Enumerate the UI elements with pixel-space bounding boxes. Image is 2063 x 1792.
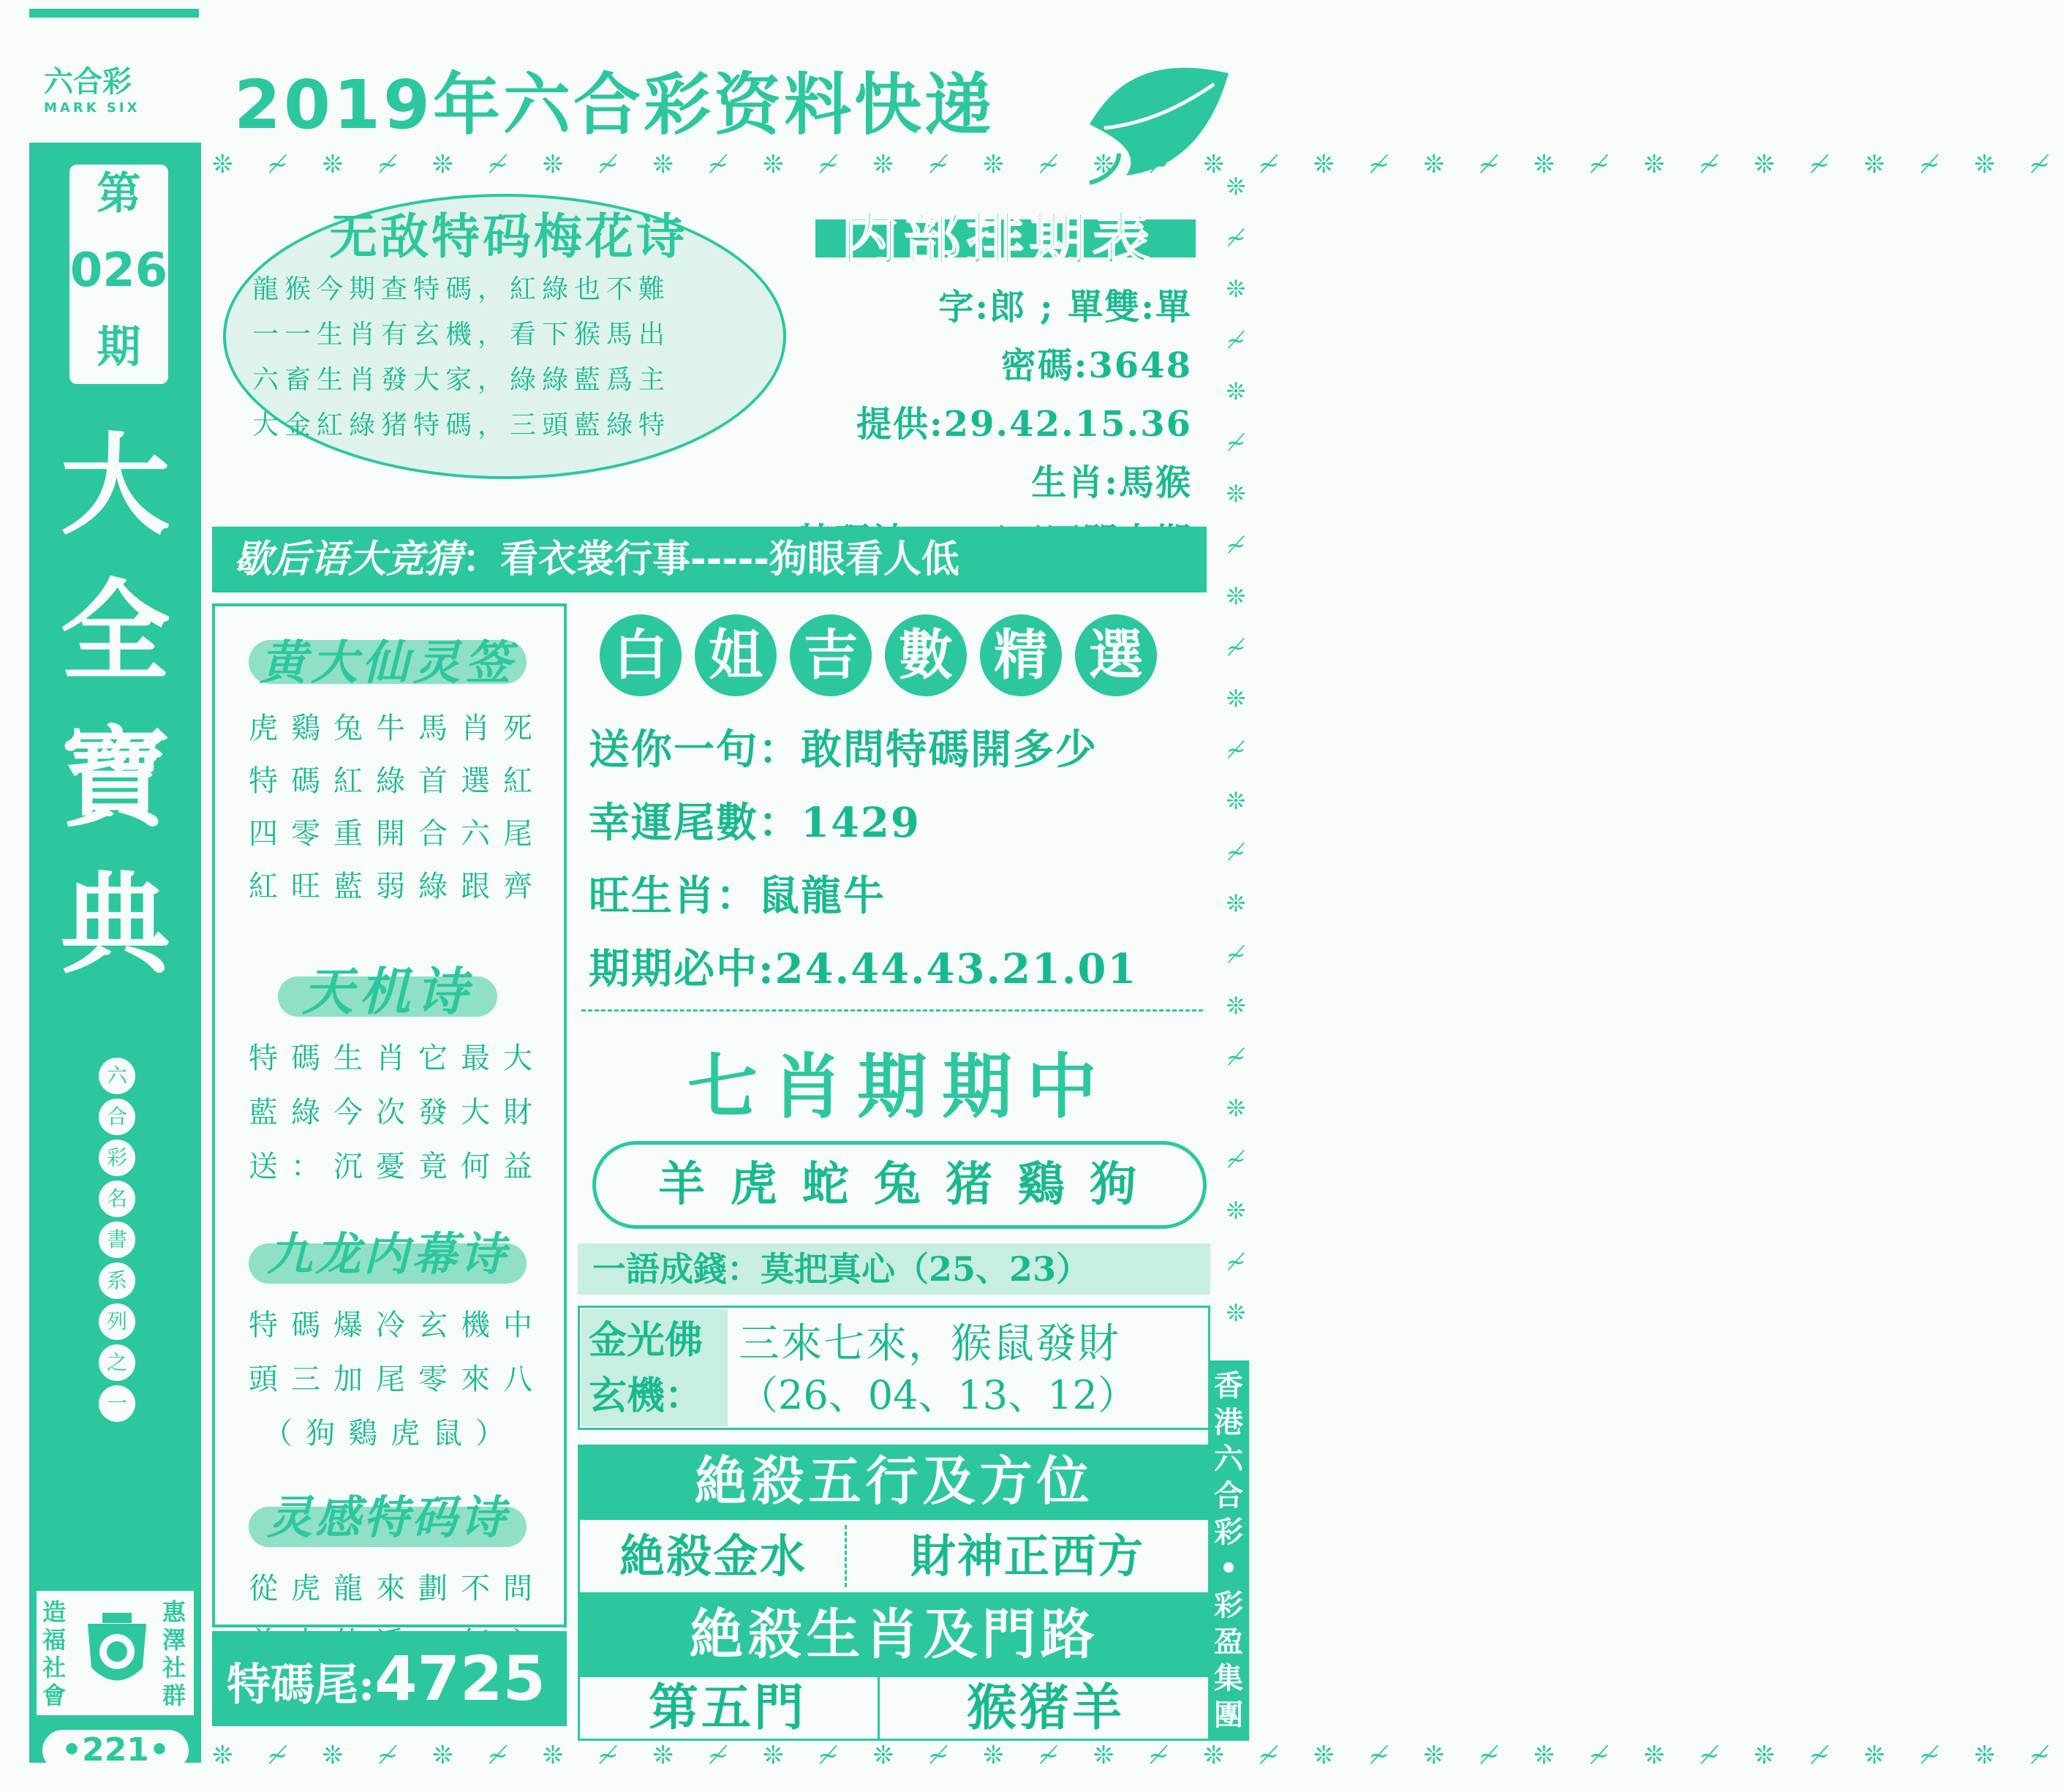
flower-border-bottom: ❊ ≁ ❊ ≁ ❊ ≁ ❊ ≁ ❊ ≁ ❊ ≁ ❊ ≁ ❊ ≁ ❊ ≁ ❊ ≁ ❊ ≁ ❊ ≁ ❊ ≁ ❊ ≁ ❊ ≁ ❊ ≁ ❊ ≁ (212, 1741, 2063, 1770)
poem-line: 特碼爆冷玄機中 (249, 1309, 546, 1342)
big-title-char: 全 (60, 569, 170, 696)
poem-line: 特碼紅綠首選紅 (249, 764, 546, 798)
schedule-line: 提供:29.42.15.36 (856, 404, 1192, 445)
divider (581, 1009, 1203, 1012)
plum-poem-line: 大金紅綠猪特碼，三頭藍綠特 (252, 410, 671, 440)
golden-buddha-line1: 三來七來，猴鼠發財 (739, 1320, 1120, 1368)
title-circle-char: 精 (980, 614, 1062, 696)
golden-buddha-label: 金光佛玄機： (589, 1318, 704, 1418)
top-bar (29, 9, 199, 18)
bai-jie-lines (589, 713, 1218, 1006)
logo-text: 六合彩 (44, 65, 132, 99)
big-title-char: 典 (60, 862, 170, 989)
flower-border-top: ❊ ≁ ❊ ≁ ❊ ≁ ❊ ≁ ❊ ≁ ❊ ≁ ❊ ≁ ❊ ≁ ❊ ≁ ❊ ≁ ❊ ≁ ❊ ≁ ❊ ≁ ❊ ≁ ❊ ≁ ❊ ≁ ❊ ≁ (212, 150, 2063, 179)
emblem-icon (77, 1609, 157, 1697)
poem-line: 藍綠今次發大財 (249, 1096, 546, 1129)
poem-lines (249, 1031, 556, 1194)
plum-poem-lines (252, 267, 764, 448)
schedule-title: 内部排期表 (841, 206, 1156, 273)
title-circle-char: 姐 (695, 614, 777, 696)
plum-poem-line: 一一生肖有玄機，看下猴馬出 (252, 320, 671, 350)
header-title: 2019年六合彩资料快递 (234, 66, 995, 144)
plum-poem-line: 龍猴今期查特碼，紅綠也不難 (252, 274, 671, 304)
big-title (29, 413, 201, 998)
org-left-text: 造福社會 (42, 1598, 67, 1709)
poem-line: 從虎龍來劃不問 (249, 1572, 546, 1605)
kill-zodiac-right: 猴猪羊 (966, 1679, 1125, 1737)
seven-zodiac-title: 七肖期期中 (687, 1046, 1112, 1128)
series-char: 六 (99, 1058, 135, 1094)
poem-title: 黄大仙灵签 (260, 636, 516, 690)
poem-line: 紅旺藍弱綠跟齊 (249, 870, 546, 903)
poem-line: 送：沉憂竟何益 (249, 1150, 546, 1183)
poem-title: 天机诗 (302, 961, 473, 1022)
kill-elements-right: 財神正西方 (910, 1529, 1144, 1583)
bai-jie-line: 幸運尾數：1429 (589, 799, 921, 847)
poem-line: 虎鷄兔牛馬肖死 (249, 712, 546, 745)
title-circle-char: 吉 (790, 614, 872, 696)
big-title-char: 寶 (60, 715, 170, 843)
series-char: 系 (99, 1262, 135, 1299)
riddle-label: 歇后语大竞猜 (234, 537, 463, 581)
poem-line: 頭三加尾零來八 (249, 1363, 546, 1396)
poem-line: （狗鷄虎鼠） (263, 1417, 518, 1450)
tail-number-value: 4725 (374, 1643, 546, 1714)
title-circle-char: 選 (1075, 614, 1157, 696)
series-char: 名 (99, 1181, 135, 1217)
kill-elements-divider (845, 1525, 847, 1587)
flower-border-right: ❊ ≁ ❊ ≁ ❊ ≁ ❊ ≁ ❊ ≁ ❊ ≁ ❊ ≁ ❊ ≁ ❊ ≁ ❊ ≁ ❊ ≁ ❊ (1226, 173, 1246, 1327)
side-vertical-text: 香港六合彩•彩盈集團 (1208, 1360, 1249, 1741)
bai-jie-line: 期期必中:24.44.43.21.01 (589, 945, 1138, 993)
tail-number-label: 特碼尾: (227, 1660, 375, 1711)
tail-number-box (212, 1631, 567, 1726)
poem-lines (249, 702, 556, 913)
bai-jie-line: 送你一句：敢問特碼開多少 (589, 726, 1098, 774)
schedule-line: 生肖:馬猴 (1031, 462, 1192, 503)
riddle-text: ：看衣裳行事-----狗眼看人低 (462, 538, 959, 581)
org-box (37, 1591, 194, 1715)
logo-sub: MARK SIX (44, 100, 140, 116)
org-right-text: 惠澤社群 (162, 1598, 186, 1709)
schedule-line: 密碼:3648 (1000, 345, 1192, 386)
poem-line: 四零重開合六尾 (249, 817, 546, 851)
kill-zodiac-divider (878, 1675, 880, 1741)
poem-line: 特碼生肖它最大 (249, 1042, 546, 1075)
title-circle-char: 白 (600, 614, 682, 696)
schedule-line: 字:郎 ; 單雙:單 (938, 287, 1192, 328)
plum-poem-line: 六畜生肖發大家，綠綠藍爲主 (252, 365, 671, 395)
issue-number: 026 (69, 244, 168, 298)
kill-elements-left: 絶殺金水 (619, 1529, 807, 1583)
series-char: 合 (99, 1099, 135, 1135)
mark-six-logo (44, 59, 190, 117)
bai-jie-line: 旺生肖：鼠龍牛 (589, 872, 886, 920)
big-title-char: 大 (60, 423, 170, 550)
kill-zodiac-left: 第五門 (648, 1679, 807, 1737)
issue-prefix: 第 (97, 168, 141, 219)
one-phrase-bar: 一語成錢：莫把真心（25、23） (578, 1243, 1210, 1295)
poem-lines (249, 1298, 556, 1461)
bai-jie-title (600, 614, 1214, 696)
poem-title: 灵感特码诗 (266, 1491, 508, 1544)
riddle-bar (212, 527, 1207, 592)
kill-elements-title: 絶殺五行及方位 (578, 1445, 1210, 1518)
series-char: 彩 (99, 1140, 135, 1176)
issue-box (69, 165, 168, 384)
series-char: 書 (99, 1221, 135, 1258)
series-char: 之 (99, 1344, 135, 1381)
plum-poem-title: 无敌特码梅花诗 (329, 208, 687, 265)
kill-zodiac-title: 絶殺生肖及門路 (578, 1595, 1210, 1675)
poem-title: 九龙内幕诗 (266, 1227, 508, 1281)
series-char: 一 (99, 1385, 135, 1422)
title-circle-char: 數 (885, 614, 967, 696)
issue-suffix: 期 (97, 322, 141, 373)
page-number: •221• (42, 1730, 189, 1771)
series-char: 列 (99, 1303, 135, 1340)
seven-zodiac-animals: 羊 虎 蛇 兔 猪 鷄 狗 (658, 1157, 1141, 1212)
golden-buddha-line2: （26、04、13、12） (739, 1372, 1137, 1418)
series-label (95, 1053, 139, 1426)
